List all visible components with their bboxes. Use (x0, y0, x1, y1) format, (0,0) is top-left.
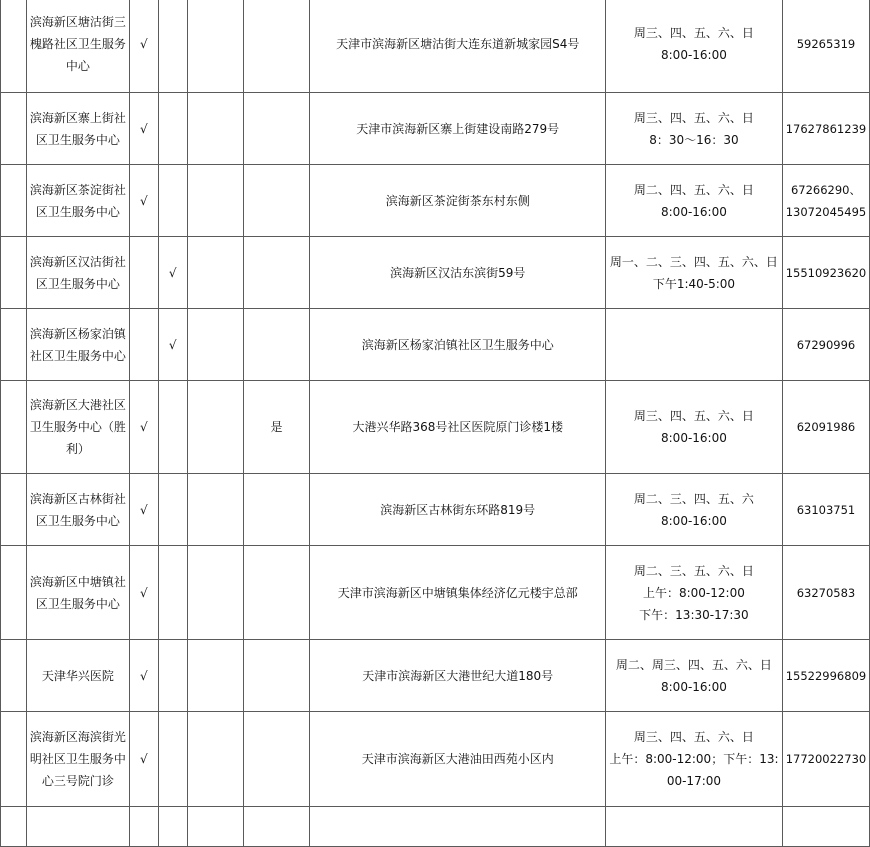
check-mark-b (158, 712, 187, 807)
opening-hours-line: 周二、周三、四、五、六、日 (615, 657, 772, 672)
clinic-address: 天津市滨海新区中塘镇集体经济亿元楼宇总部 (310, 546, 605, 640)
opening-hours-line: 周二、四、五、六、日 (633, 182, 754, 197)
check-mark-a: √ (129, 712, 158, 807)
empty-cell (187, 93, 243, 165)
check-mark-b (158, 381, 187, 474)
empty-cell (187, 165, 243, 237)
check-mark-a: √ (129, 640, 158, 712)
flag-cell (243, 474, 310, 546)
phone-number (782, 309, 869, 381)
phone-number-line: 67266290、 (790, 182, 861, 197)
opening-hours (605, 309, 782, 381)
row-lead-cell (1, 474, 27, 546)
opening-hours (605, 237, 782, 309)
check-mark-b (158, 546, 187, 640)
flag-cell (243, 93, 310, 165)
check-mark-b (158, 93, 187, 165)
opening-hours-line: 周二、三、四、五、六 (633, 491, 754, 506)
flag-cell (243, 0, 310, 93)
clinic-name: 滨海新区古林街社区卫生服务中心 (26, 474, 129, 546)
clinic-name: 滨海新区杨家泊镇社区卫生服务中心 (26, 309, 129, 381)
opening-hours (605, 474, 782, 546)
phone-number (782, 0, 869, 93)
phone-number (782, 165, 869, 237)
clinic-name: 滨海新区汉沽街社区卫生服务中心 (26, 237, 129, 309)
table-body (1, 0, 870, 847)
phone-number (782, 381, 869, 474)
opening-hours-line: 周三、四、五、六、日 (633, 730, 754, 744)
flag-cell (243, 712, 310, 807)
row-lead-cell (1, 0, 27, 93)
row-lead-cell (1, 546, 27, 640)
opening-hours (605, 93, 782, 165)
opening-hours-line: 8:00-16:00 (661, 679, 727, 694)
table-row (1, 640, 870, 712)
check-mark-a (129, 237, 158, 309)
opening-hours-line: 上午：8:00-12:00 (642, 585, 745, 600)
opening-hours-line: 下午1:40-5:00 (652, 276, 736, 291)
clinic-name: 天津华兴医院 (26, 640, 129, 712)
opening-hours (605, 165, 782, 237)
table-row (1, 93, 870, 165)
phone-number-line: 67290996 (796, 337, 856, 352)
empty-cell (187, 474, 243, 546)
opening-hours (605, 546, 782, 640)
phone-number (782, 474, 869, 546)
table-row (1, 474, 870, 546)
flag-cell (243, 165, 310, 237)
phone-number-line: 15510923620 (785, 265, 867, 280)
check-mark-b: √ (158, 237, 187, 309)
check-mark-a: √ (129, 93, 158, 165)
row-lead-cell (1, 309, 27, 381)
phone-number (782, 640, 869, 712)
check-mark-b (158, 165, 187, 237)
clinic-address: 滨海新区茶淀街茶东村东侧 (310, 165, 605, 237)
row-lead-cell (1, 712, 27, 807)
clinic-address: 滨海新区古林街东环路819号 (310, 474, 605, 546)
phone-number-line: 62091986 (796, 420, 856, 434)
table-row (1, 309, 870, 381)
opening-hours-line: 周三、四、五、六、日 (633, 26, 754, 40)
table-row (1, 712, 870, 807)
opening-hours-line: 8：30～16：30 (649, 132, 739, 147)
phone-number-line: 59265319 (796, 37, 856, 51)
check-mark-a (129, 309, 158, 381)
check-mark-a: √ (129, 546, 158, 640)
check-mark-a: √ (129, 165, 158, 237)
clinic-name: 滨海新区海滨街光明社区卫生服务中心三号院门诊 (26, 712, 129, 807)
phone-number (782, 93, 869, 165)
row-lead-cell (1, 237, 27, 309)
empty-cell (187, 546, 243, 640)
table-row (1, 546, 870, 640)
clinic-address: 天津市滨海新区大港油田西苑小区内 (310, 712, 605, 807)
check-mark-b: √ (158, 309, 187, 381)
check-mark-a: √ (129, 381, 158, 474)
opening-hours-line: 周二、三、五、六、日 (633, 563, 754, 578)
clinic-address: 天津市滨海新区大港世纪大道180号 (310, 640, 605, 712)
opening-hours-line: 周三、四、五、六、日 (633, 409, 754, 423)
check-mark-a: √ (129, 0, 158, 93)
opening-hours (605, 712, 782, 807)
clinic-name: 滨海新区茶淀街社区卫生服务中心 (26, 165, 129, 237)
empty-cell (187, 237, 243, 309)
opening-hours-line: 周三、四、五、六、日 (633, 110, 754, 125)
check-mark-a: √ (129, 474, 158, 546)
clinic-address: 天津市滨海新区寨上街建设南路279号 (310, 93, 605, 165)
opening-hours (605, 640, 782, 712)
clinic-name: 滨海新区大港社区卫生服务中心（胜利） (26, 381, 129, 474)
flag-cell (243, 546, 310, 640)
row-lead-cell (1, 165, 27, 237)
opening-hours (605, 381, 782, 474)
phone-number (782, 712, 869, 807)
phone-number-line: 17627861239 (785, 121, 867, 136)
flag-cell (243, 309, 310, 381)
table-row (1, 381, 870, 474)
opening-hours-line: 上午：8:00-12:00；下午：13:00-17:00 (609, 752, 779, 788)
row-lead-cell (1, 640, 27, 712)
check-mark-b (158, 0, 187, 93)
opening-hours-line: 8:00-16:00 (661, 204, 727, 219)
clinic-address: 滨海新区汉沽东滨街59号 (310, 237, 605, 309)
phone-number (782, 546, 869, 640)
flag-cell: 是 (243, 381, 310, 474)
table-row (1, 165, 870, 237)
row-lead-cell (1, 381, 27, 474)
check-mark-b (158, 474, 187, 546)
clinic-name: 滨海新区寨上街社区卫生服务中心 (26, 93, 129, 165)
table-row (1, 0, 870, 93)
empty-cell (187, 309, 243, 381)
phone-number-line: 15522996809 (785, 668, 867, 683)
table-row (1, 237, 870, 309)
phone-number-line: 13072045495 (785, 204, 867, 219)
opening-hours (605, 0, 782, 93)
flag-cell (243, 640, 310, 712)
opening-hours-line: 周一、二、三、四、五、六、日 (609, 254, 778, 269)
row-lead-cell (1, 93, 27, 165)
clinic-name: 滨海新区塘沽街三槐路社区卫生服务中心 (26, 0, 129, 93)
empty-cell (187, 640, 243, 712)
opening-hours-line: 8:00-16:00 (661, 513, 727, 528)
phone-number (782, 237, 869, 309)
opening-hours-line: 下午：13:30-17:30 (639, 607, 749, 622)
phone-number-line: 17720022730 (785, 752, 867, 766)
clinic-address: 大港兴华路368号社区医院原门诊楼1楼 (310, 381, 605, 474)
empty-cell (187, 381, 243, 474)
clinic-name: 滨海新区中塘镇社区卫生服务中心 (26, 546, 129, 640)
empty-cell (187, 0, 243, 93)
opening-hours-line: 8:00-16:00 (661, 431, 727, 445)
flag-cell (243, 237, 310, 309)
clinic-address: 天津市滨海新区塘沽街大连东道新城家园S4号 (310, 0, 605, 93)
clinic-address: 滨海新区杨家泊镇社区卫生服务中心 (310, 309, 605, 381)
phone-number-line: 63103751 (796, 502, 856, 517)
opening-hours-line: 8:00-16:00 (661, 48, 727, 62)
phone-number-line: 63270583 (796, 585, 856, 600)
check-mark-b (158, 640, 187, 712)
empty-cell (187, 712, 243, 807)
